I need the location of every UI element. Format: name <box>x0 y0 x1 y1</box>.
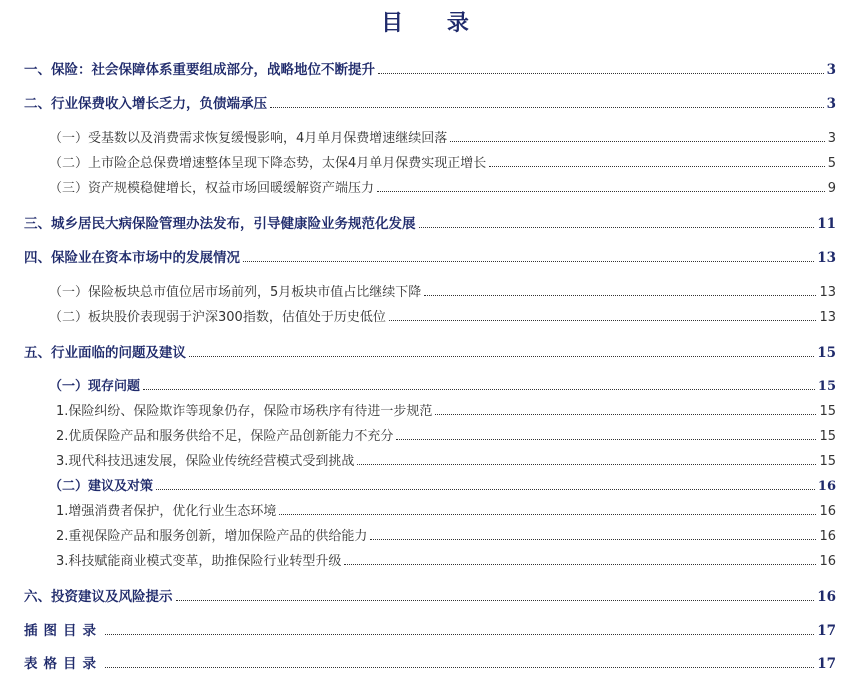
toc-entry-section-1[interactable] <box>24 58 836 78</box>
toc-entry-page: 13 <box>819 285 836 300</box>
toc-entry-page: 16 <box>817 479 836 494</box>
toc-entry-label: 五、行业面临的问题及建议 <box>24 345 186 361</box>
toc-entry-subsection-5-2[interactable] <box>49 474 836 494</box>
dot-leader <box>424 295 816 296</box>
dot-leader <box>189 356 814 357</box>
dot-leader <box>143 389 815 390</box>
toc-entry-item-5-2-1[interactable] <box>56 499 836 519</box>
dot-leader <box>357 464 816 465</box>
toc-entry-label: 3.现代科技迅速发展，保险业传统经营模式受到挑战 <box>56 454 355 469</box>
dot-leader <box>243 261 814 262</box>
toc-entry-page: 15 <box>817 345 836 361</box>
toc-entry-page: 5 <box>827 156 836 171</box>
toc-entry-page: 15 <box>817 379 836 394</box>
toc-entry-section-4[interactable] <box>24 246 836 266</box>
toc-entry-page: 15 <box>819 404 836 419</box>
toc-entry-label: 3.科技赋能商业模式变革，助推保险行业转型升级 <box>56 554 342 569</box>
toc-entry-label: 1.增强消费者保护，优化行业生态环境 <box>56 504 277 519</box>
toc-entry-page: 3 <box>826 96 836 112</box>
dot-leader <box>370 539 816 540</box>
toc-entry-label: 2.重视保险产品和服务创新，增加保险产品的供给能力 <box>56 529 368 544</box>
toc-entry-label: 1.保险纠纷、保险欺诈等现象仍存，保险市场秩序有待进一步规范 <box>56 404 433 419</box>
toc-entry-label: 2.优质保险产品和服务供给不足，保险产品创新能力不充分 <box>56 429 394 444</box>
toc-entry-label: （二）板块股价表现弱于沪深300指数，估值处于历史低位 <box>49 310 386 325</box>
toc-entry-figure-list[interactable] <box>24 619 836 639</box>
toc-entry-label: 二、行业保费收入增长乏力，负债端承压 <box>24 96 267 112</box>
toc-entry-page: 17 <box>817 623 836 639</box>
toc-entry-label: （一）保险板块总市值位居市场前列，5月板块市值占比继续下降 <box>49 285 422 300</box>
dot-leader <box>489 166 824 167</box>
toc-entry-page: 17 <box>817 656 836 672</box>
toc-entry-page: 13 <box>817 250 836 266</box>
toc-entry-subsection-2-3[interactable] <box>49 176 836 196</box>
toc-entry-page: 16 <box>819 529 836 544</box>
toc-entry-page: 16 <box>819 554 836 569</box>
toc-entry-label: （三）资产规模稳健增长，权益市场回暖缓解资产端压力 <box>49 181 375 196</box>
toc-entry-item-5-1-2[interactable] <box>56 424 836 444</box>
toc-entry-label: 一、保险：社会保障体系重要组成部分，战略地位不断提升 <box>24 62 375 78</box>
toc-entry-page: 9 <box>827 181 836 196</box>
toc-entry-item-5-1-3[interactable] <box>56 449 836 469</box>
dot-leader <box>344 564 816 565</box>
dot-leader <box>389 320 817 321</box>
toc-entry-table-list[interactable] <box>24 652 836 672</box>
toc-entry-item-5-2-2[interactable] <box>56 524 836 544</box>
toc-entry-page: 16 <box>819 504 836 519</box>
dot-leader <box>450 141 824 142</box>
dot-leader <box>396 439 816 440</box>
dot-leader <box>279 514 816 515</box>
toc-entry-label: 六、投资建议及风险提示 <box>24 589 173 605</box>
dot-leader <box>378 73 824 74</box>
toc-entry-label: 插图目录 <box>24 623 102 639</box>
toc-entry-section-2[interactable] <box>24 92 836 112</box>
dot-leader <box>435 414 816 415</box>
toc-entry-label: 三、城乡居民大病保险管理办法发布，引导健康险业务规范化发展 <box>24 216 416 232</box>
dot-leader <box>270 107 824 108</box>
toc-entry-page: 15 <box>819 429 836 444</box>
toc-entry-page: 3 <box>826 62 836 78</box>
toc-entry-label: （二）建议及对策 <box>49 479 154 494</box>
page-title: 目 录 <box>381 10 487 36</box>
toc-entry-section-3[interactable] <box>24 212 836 232</box>
toc-entry-page: 15 <box>819 454 836 469</box>
dot-leader <box>377 191 825 192</box>
toc-entry-item-5-1-1[interactable] <box>56 399 836 419</box>
dot-leader <box>105 634 814 635</box>
toc-entry-label: （一）受基数以及消费需求恢复缓慢影响，4月单月保费增速继续回落 <box>49 131 448 146</box>
toc-entry-section-6[interactable] <box>24 585 836 605</box>
dot-leader <box>176 600 815 601</box>
toc-entry-subsection-2-1[interactable] <box>49 126 836 146</box>
dot-leader <box>156 489 815 490</box>
toc-entry-subsection-2-2[interactable] <box>49 151 836 171</box>
toc-entry-item-5-2-3[interactable] <box>56 549 836 569</box>
dot-leader <box>419 227 815 228</box>
toc-entry-label: 四、保险业在资本市场中的发展情况 <box>24 250 240 266</box>
dot-leader <box>105 667 814 668</box>
toc-entry-page: 16 <box>817 589 836 605</box>
toc-entry-subsection-4-1[interactable] <box>49 280 836 300</box>
toc-entry-label: （一）现存问题 <box>49 379 141 394</box>
toc-entry-label: （二）上市险企总保费增速整体呈现下降态势，太保4月单月保费实现正增长 <box>49 156 487 171</box>
toc-entry-page: 11 <box>817 216 836 232</box>
toc-entry-section-5[interactable] <box>24 341 836 361</box>
toc-entry-subsection-5-1[interactable] <box>49 374 836 394</box>
toc-entry-page: 13 <box>819 310 836 325</box>
toc-entry-subsection-4-2[interactable] <box>49 305 836 325</box>
toc-entry-label: 表格目录 <box>24 656 102 672</box>
toc-entry-page: 3 <box>827 131 836 146</box>
